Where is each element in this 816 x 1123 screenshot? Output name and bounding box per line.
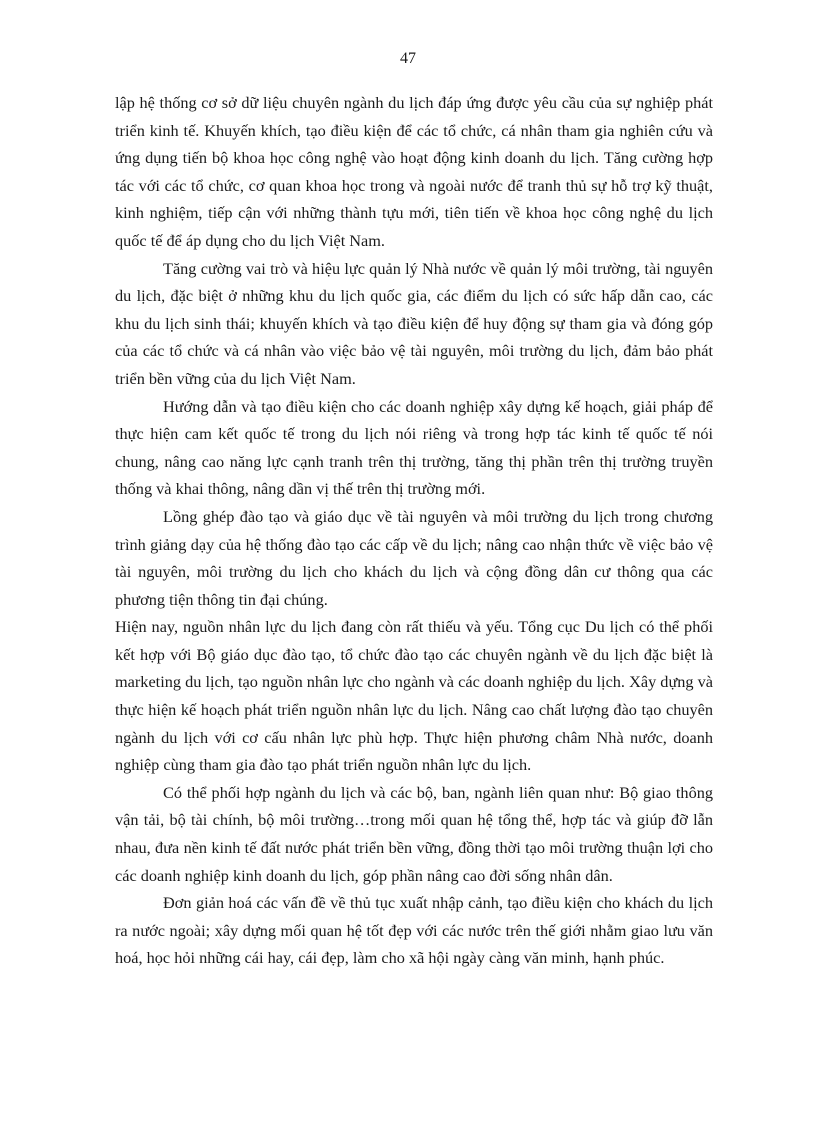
page-number: 47 [400,50,416,67]
paragraph-interagency-coordination: Có thể phối hợp ngành du lịch và các bộ, ban, ngành liên quan như: Bộ giao thông vận tải, bộ tài chính, bộ môi trường…trong mối quan hệ tổng thể, hợp tác và giúp đỡ lẫn nhau, đưa nền kinh tế đất nước phát triển bền vững, đồng thời tạo môi trường thuận lợi cho các doanh nghiệp kinh doanh du lịch, góp phần nâng cao đời sống nhân dân. [115,782,713,885]
document-body [115,89,713,972]
paragraph-immigration-simplification: Đơn giản hoá các vấn đề về thủ tục xuất nhập cảnh, tạo điều kiện cho khách du lịch ra nước ngoài; xây dựng mối quan hệ tốt đẹp với các nước trên thế giới nhằm giao lưu văn hoá, học hỏi những cái hay, cái đẹp, làm cho xã hội ngày càng văn minh, hạnh phúc. [115,893,713,968]
paragraph-environment-management: Tăng cường vai trò và hiệu lực quản lý Nhà nước về quản lý môi trường, tài nguyên du lịch, đặc biệt ở những khu du lịch quốc gia, các điểm du lịch có sức hấp dẫn cao, các khu du lịch sinh thái; khuyến khích và tạo điều kiện để huy động sự tham gia và đóng góp của các tổ chức và cá nhân vào việc bảo vệ tài nguyên, môi trường du lịch, đảm bảo phát triển bền vững của du lịch Việt Nam. [115,258,713,388]
paragraph-human-resources: Hiện nay, nguồn nhân lực du lịch đang còn rất thiếu và yếu. Tổng cục Du lịch có thể phối kết hợp với Bộ giáo dục đào tạo, tổ chức đào tạo các chuyên ngành về du lịch đặc biệt là marketing du lịch, tạo nguồn nhân lực cho ngành và các doanh nghiệp du lịch. Xây dựng và thực hiện kế hoạch phát triển nguồn nhân lực du lịch. Nâng cao chất lượng đào tạo chuyên ngành du lịch với cơ cấu nhân lực phù hợp. Thực hiện phương châm Nhà nước, doanh nghiệp cùng tham gia đào tạo phát triển nguồn nhân lực du lịch. [115,617,713,775]
paragraph-education-integration: Lồng ghép đào tạo và giáo dục về tài nguyên và môi trường du lịch trong chương trình giảng dạy của hệ thống đào tạo các cấp về du lịch; nâng cao nhận thức về việc bảo vệ tài nguyên, môi trường du lịch cho khách du lịch và cộng đồng dân cư thông qua các phương tiện thông tin đại chúng. [115,506,713,609]
paragraph-enterprise-support: Hướng dẫn và tạo điều kiện cho các doanh nghiệp xây dựng kế hoạch, giải pháp để thực hiện cam kết quốc tế trong du lịch nói riêng và trong hợp tác kinh tế quốc tế nói chung, nâng cao năng lực cạnh tranh trên thị trường, tăng thị phần trên thị trường truyền thống và khai thông, nâng dần vị thế trên thị trường mới. [115,396,713,499]
paragraph-research-cooperation: lập hệ thống cơ sở dữ liệu chuyên ngành du lịch đáp ứng được yêu cầu của sự nghiệp phát triển kinh tế. Khuyến khích, tạo điều kiện để các tổ chức, cá nhân tham gia nghiên cứu và ứng dụng tiến bộ khoa học công nghệ vào hoạt động kinh doanh du lịch. Tăng cường hợp tác với các tổ chức, cơ quan khoa học trong và ngoài nước để tranh thủ sự hỗ trợ kỹ thuật, kinh nghiệm, tiếp cận với những thành tựu mới, tiên tiến về khoa học công nghệ du lịch quốc tế để áp dụng cho du lịch Việt Nam. [115,93,713,250]
